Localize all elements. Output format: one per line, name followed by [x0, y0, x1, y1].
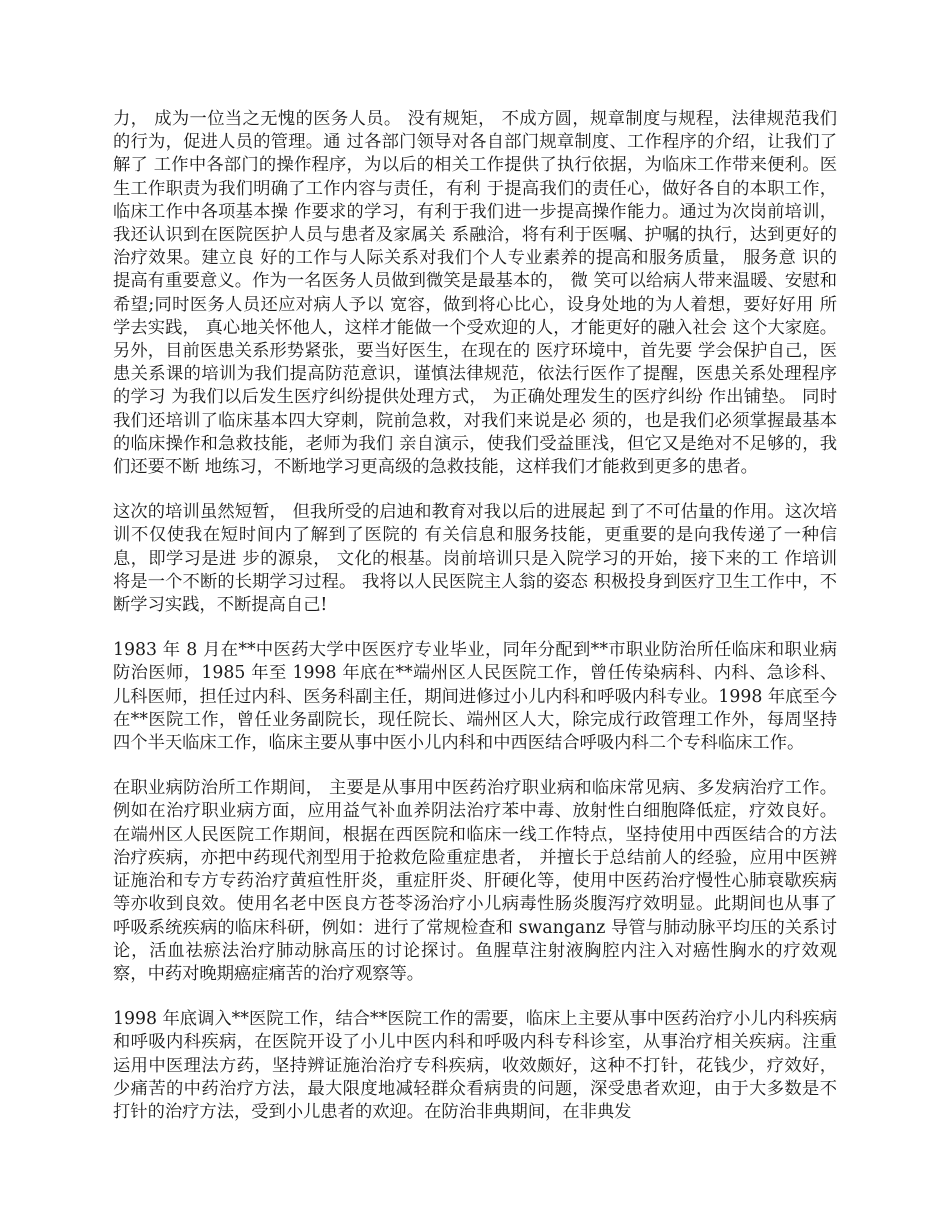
document-body [113, 108, 837, 1146]
paragraph-training-content: 力， 成为一位当之无愧的医务人员。 没有规矩， 不成方圆，规章制度与规程，法律规范我们的行为，促进人员的管理。通 过各部门领导对各自部门规章制度、工作程序的介绍，让我们了解了 工作中各部门的操作程序，为以后的相关工作提供了执行依据，为临床工作带来便利。医生工作职责为我们明确了工作内容与责任，有利 于提高我们的责任心，做好各自的本职工作，临床工作中各项基本操 作要求的学习，有利于我们进一步提高操作能力。通过为次岗前培训， 我还认识到在医院医护人员与患者及家属关 系融洽，将有利于医嘱、护嘱的执行，达到更好的治疗效果。建立良 好的工作与人际关系对我们个人专业素养的提高和服务质量， 服务意 识的提高有重要意义。作为一名医务人员做到微笑是最基本的， 微 笑可以给病人带来温暖、安慰和希望;同时医务人员还应对病人予以 宽容，做到将心比心，设身处地的为人着想，要好好用 所学去实践， 真心地关怀他人，这样才能做一个受欢迎的人，才能更好的融入社会 这个大家庭。另外，目前医患关系形势紧张，要当好医生，在现在的 医疗环境中，首先要 学会保护自己，医患关系课的培训为我们提高防范意识，谨慎法律规范，依法行医作了提醒，医患关系处理程序的学习 为我们以后发生医疗纠纷提供处理方式， 为正确处理发生的医疗纠纷 作出铺垫。 同时我们还培训了临床基本四大穿刺，院前急救，对我们来说是必 须的，也是我们必须掌握最基本的临床操作和急救技能，老师为我们 亲自演示，使我们受益匪浅，但它又是绝对不足够的，我们还要不断 地练习，不断地学习更高级的急救技能，这样我们才能救到更多的患者。 [113, 109, 837, 478]
paragraph-career-history: 1983 年 8 月在**中医药大学中医医疗专业毕业，同年分配到**市职业防治所任临床和职业病防治医师，1985 年至 1998 年底在**端州区人民医院工作，曾任传染病科、内科、急诊科、儿科医师，担任过内科、医务科副主任，期间进修过小儿内科和呼吸内科专业。1998 年底至今在**医院工作，曾任业务副院长，现任院长、端州区人大，除完成行政管理工作外，每周坚持四个半天临床工作，临床主要从事中医小儿内科和中西医结合呼吸内科二个专科临床工作。 [113, 640, 837, 754]
paragraph-hospital-work: 1998 年底调入**医院工作，结合**医院工作的需要，临床上主要从事中医药治疗小儿内科疾病和呼吸内科疾病，在医院开设了小儿中医内科和呼吸内科专科诊室，从事治疗相关疾病。注重运用中医理法方药，坚持辨证施治治疗专科疾病，收效颇好，这种不打针，花钱少，疗效好，少痛苦的中药治疗方法，最大限度地减轻群众看病贵的问题，深受患者欢迎，由于大多数是不打针的治疗方法，受到小儿患者的欢迎。在防治非典期间，在非典发 [113, 1009, 837, 1122]
paragraph-occupational-disease-work: 在职业病防治所工作期间， 主要是从事用中医药治疗职业病和临床常见病、多发病治疗工作。例如在治疗职业病方面，应用益气补血养阴法治疗苯中毒、放射性白细胞降低症，疗效良好。在端州区人民医院工作期间，根据在西医院和临床一线工作特点，坚持使用中西医结合的方法治疗疾病，亦把中药现代剂型用于抢救危险重症患者， 并擅长于总结前人的经验，应用中医辨证施治和专方专药治疗黄疸性肝炎，重症肝炎、肝硬化等，使用中医药治疗慢性心肺衰歇疾病等亦收到良效。使用名老中医良方苍苓汤治疗小儿病毒性肠炎腹泻疗效明显。此期间也从事了呼吸系统疾病的临床科研，例如：进行了常规检查和 swanganz 导管与肺动脉平均压的关系讨论，活血祛瘀法治疗肺动脉高压的讨论探讨。鱼腥草注射液胸腔内注入对癌性胸水的疗效观察，中药对晚期癌症痛苦的治疗观察等。 [113, 778, 837, 984]
paragraph-training-summary: 这次的培训虽然短暂， 但我所受的启迪和教育对我以后的进展起 到了不可估量的作用。这次培训不仅使我在短时间内了解到了医院的 有关信息和服务技能，更重要的是向我传递了一种信息，即学习是进 步的源泉， 文化的根基。岗前培训只是入院学习的开始，接下来的工 作培训将是一个不断的长期学习过程。 我将以人民医院主人翁的姿态 积极投身到医疗卫生工作中，不断学习实践，不断提高自己! [113, 502, 837, 616]
